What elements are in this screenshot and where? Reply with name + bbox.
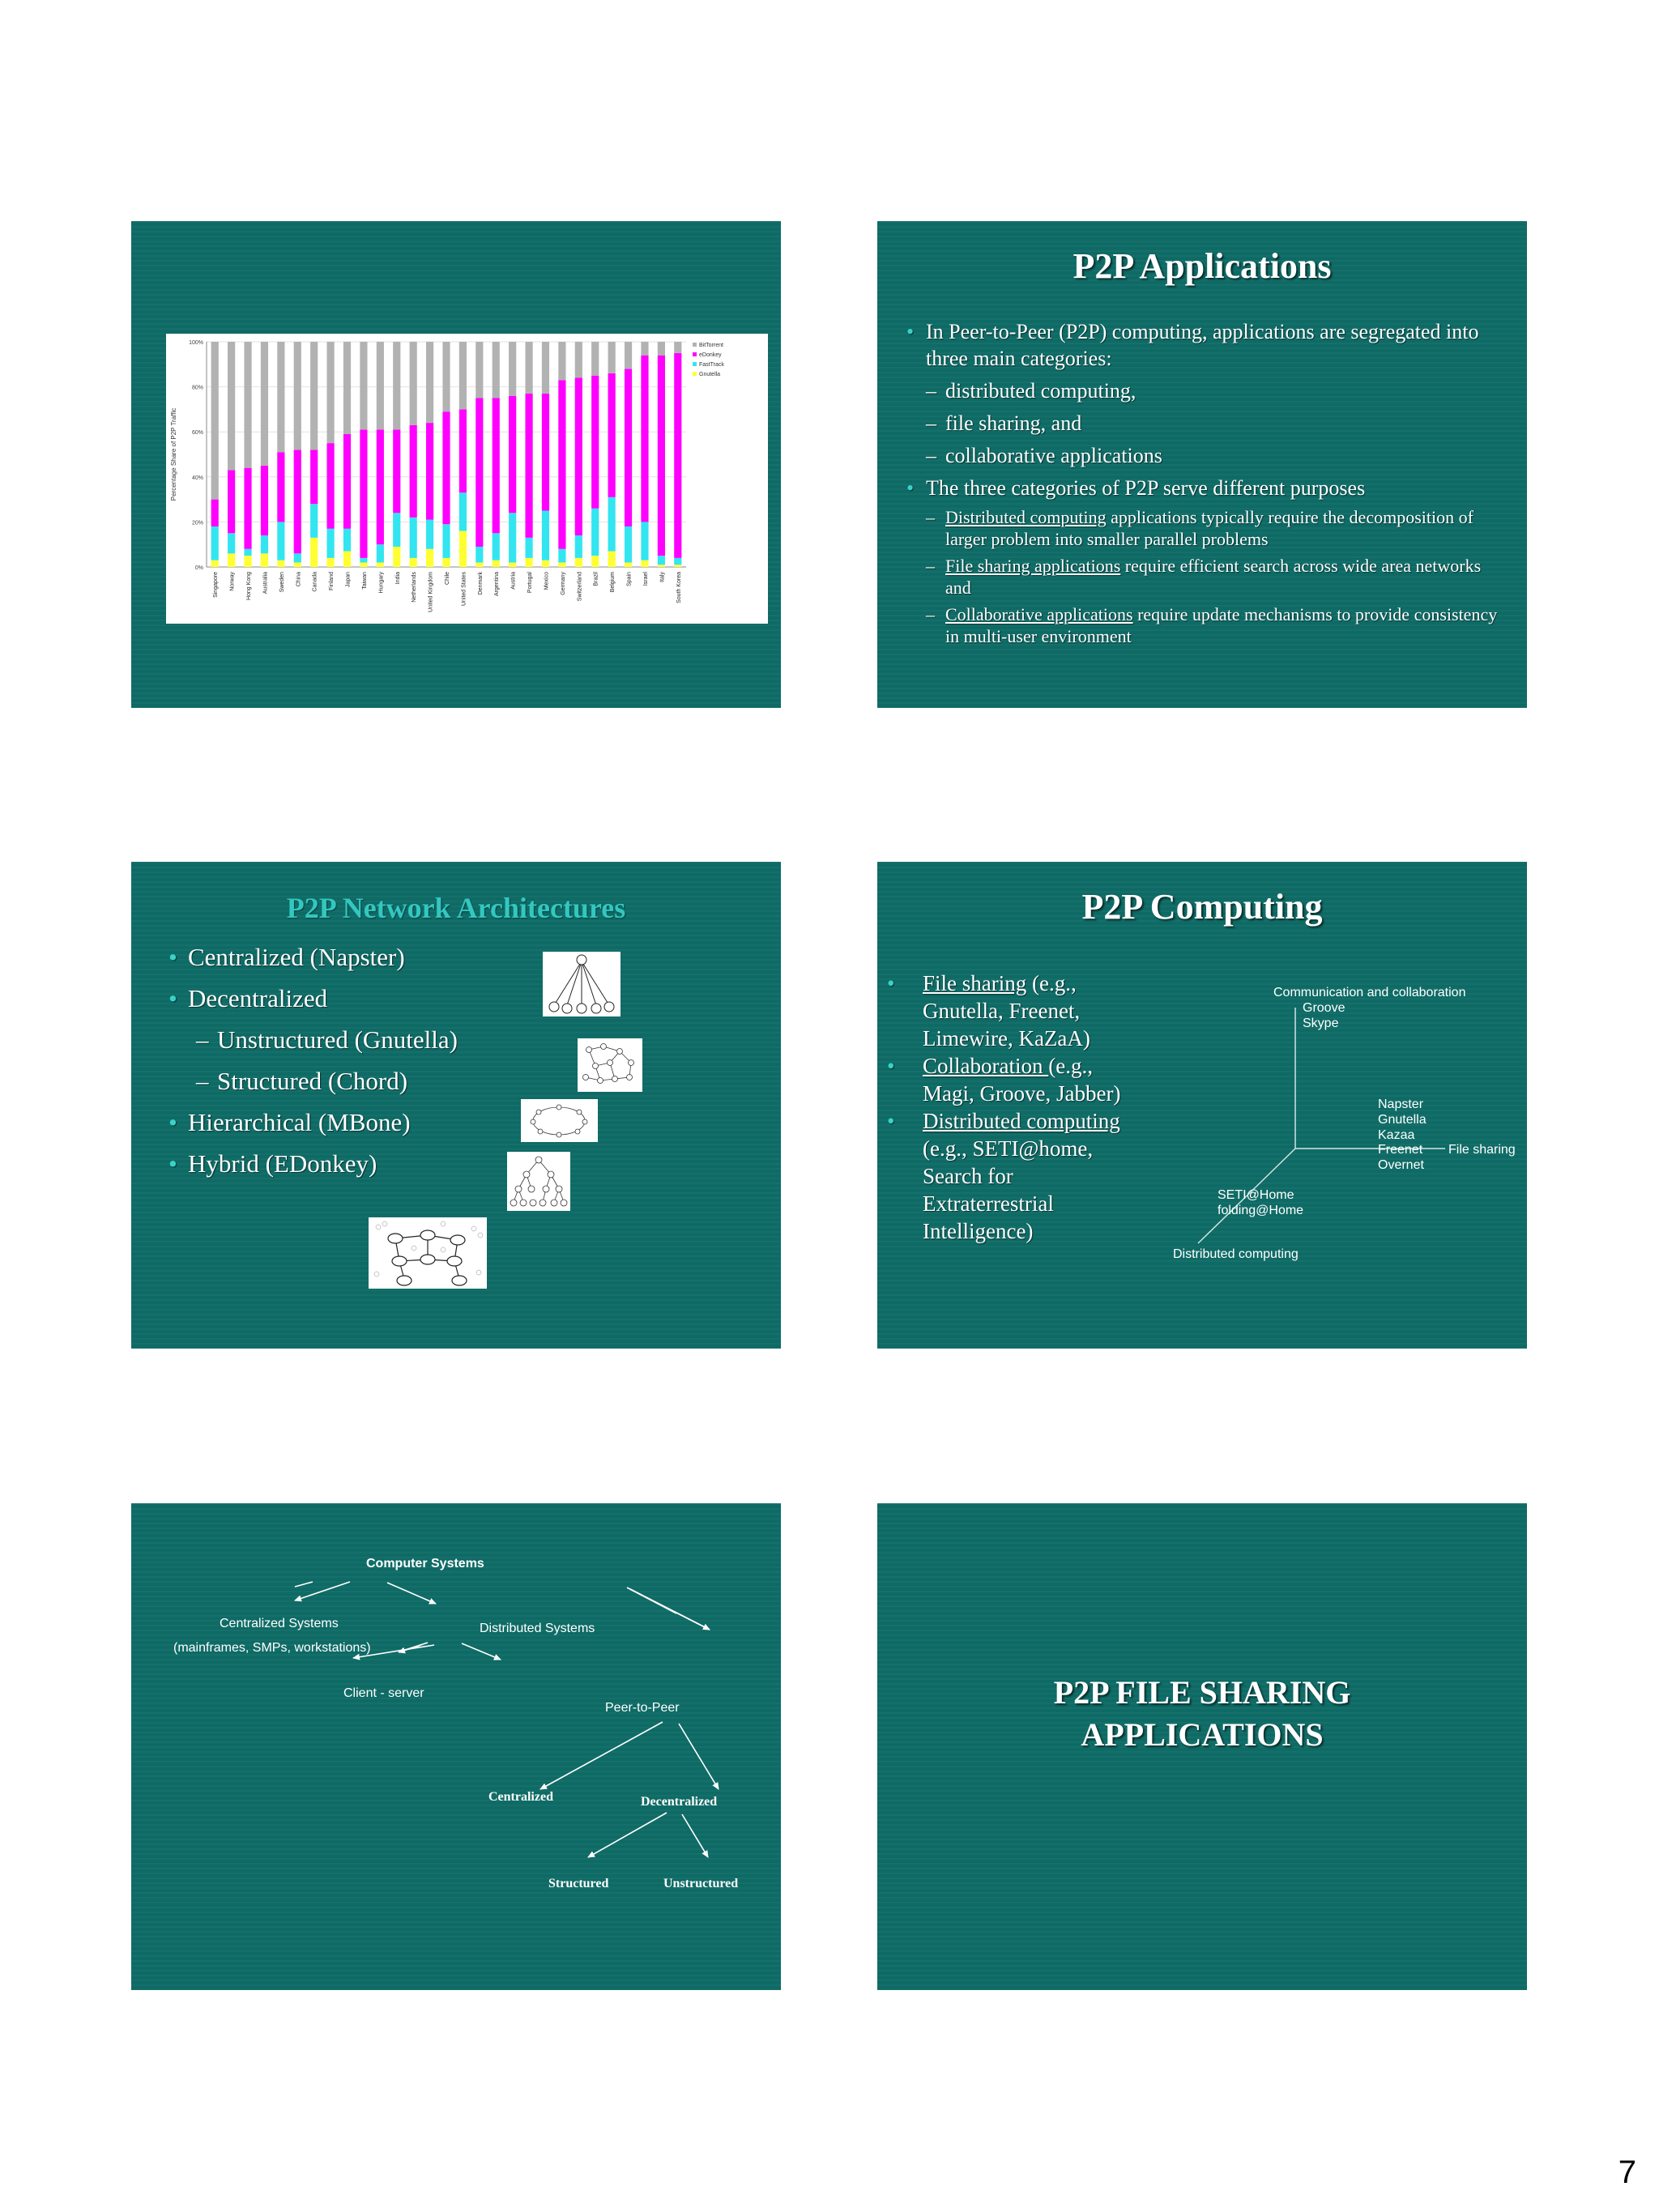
bar-segment xyxy=(575,558,582,567)
y-tick-label: 40% xyxy=(191,475,203,481)
page-number: 7 xyxy=(1618,2154,1636,2190)
bar-segment xyxy=(591,376,599,509)
x-tick-label: South Korea xyxy=(676,572,682,603)
axis-label-collaboration: Communication and collaboration xyxy=(1273,986,1466,999)
y-tick-label: 80% xyxy=(191,385,203,391)
bar-segment xyxy=(625,342,632,369)
bar-segment xyxy=(591,556,599,567)
bar-segment xyxy=(442,411,450,524)
bar-segment xyxy=(608,342,616,373)
bar-segment xyxy=(542,342,549,394)
slide-title: P2P Network Architectures xyxy=(286,892,626,924)
bar-segment xyxy=(211,342,219,500)
bar-segment xyxy=(393,547,400,567)
bar-segment xyxy=(575,535,582,558)
bar-segment xyxy=(558,549,565,563)
bullet-hybrid: • Hybrid (EDonkey) xyxy=(165,1148,505,1180)
collaboration-link[interactable]: Collaboration xyxy=(923,1054,1049,1078)
bar-segment xyxy=(310,538,318,567)
bar-segment xyxy=(244,342,251,468)
sub-bullet-unstructured xyxy=(165,1024,505,1056)
x-tick-label: Sweden xyxy=(279,572,285,593)
slide-3 xyxy=(131,862,781,1349)
bar-segment xyxy=(393,513,400,547)
bar-segment xyxy=(509,396,516,514)
bullet-text: (e.g., xyxy=(1026,971,1077,995)
p2p-axes-diagram xyxy=(877,862,1527,1349)
label-freenet: Freenet xyxy=(1378,1143,1423,1157)
bar-segment xyxy=(476,399,483,547)
arrow xyxy=(387,1583,436,1604)
legend-label: Gnutella xyxy=(699,372,721,377)
bar-segment xyxy=(674,565,681,567)
bar-segment xyxy=(211,526,219,560)
bullet-decentralized: • Decentralized xyxy=(165,982,505,1015)
sub-bullet xyxy=(903,603,1503,647)
x-tick-label: India xyxy=(394,572,401,585)
bar-segment xyxy=(542,394,549,511)
bar-segment xyxy=(310,342,318,450)
y-tick-label: 100% xyxy=(189,340,203,346)
hybrid-network-diagram xyxy=(369,1217,487,1289)
unstructured-network-diagram xyxy=(578,1038,642,1092)
legend-label: BitTorrent xyxy=(699,343,723,348)
bar-segment xyxy=(525,394,532,538)
bar-segment xyxy=(442,558,450,567)
x-tick-label: Hong Kong xyxy=(246,572,253,601)
bar-segment xyxy=(343,342,351,434)
file-sharing-link[interactable]: File sharing xyxy=(923,971,1027,995)
slide-title: P2P Applications xyxy=(1073,246,1332,286)
slide-6 xyxy=(877,1503,1527,1990)
node-structured: Structured xyxy=(548,1877,609,1890)
label-skype: Skype xyxy=(1303,1016,1339,1030)
bar-segment xyxy=(476,342,483,399)
bar-segment xyxy=(493,342,500,399)
bar-segment xyxy=(674,342,681,353)
bullet-text: Intelligence) xyxy=(923,1219,1034,1243)
bar-segment xyxy=(228,553,235,567)
arrow xyxy=(630,1589,710,1630)
node-unstructured: Unstructured xyxy=(663,1877,739,1890)
bar-segment xyxy=(426,549,433,567)
sub-bullet-text: Unstructured (Gnutella) xyxy=(217,1025,458,1054)
bar-segment xyxy=(641,560,648,567)
x-tick-label: United States xyxy=(461,572,467,607)
node-centralized-systems-examples: (mainframes, SMPs, workstations) xyxy=(173,1641,371,1655)
node-p2p-decentralized: Decentralized xyxy=(641,1795,718,1809)
bullet-text: (e.g., SETI@home, xyxy=(923,1136,1094,1161)
x-tick-label: Brazil xyxy=(593,572,599,586)
dash-marker: – xyxy=(926,444,936,467)
slide-1 xyxy=(131,221,781,708)
bar-segment xyxy=(294,562,301,567)
bar-segment xyxy=(327,342,335,443)
sub-bullet-text: Structured (Chord) xyxy=(217,1067,408,1095)
x-tick-label: Italy xyxy=(659,572,666,582)
bar-segment xyxy=(327,443,335,529)
bar-segment xyxy=(641,522,648,560)
centralized-network-diagram xyxy=(543,952,621,1016)
x-tick-label: Canada xyxy=(312,572,318,592)
bar-segment xyxy=(426,520,433,549)
x-tick-label: Netherlands xyxy=(412,572,418,603)
label-kazaa: Kazaa xyxy=(1378,1128,1415,1142)
bar-segment xyxy=(343,552,351,567)
bar-segment xyxy=(327,558,335,567)
x-tick-label: Argentina xyxy=(494,572,501,596)
bar-segment xyxy=(625,526,632,562)
bar-segment xyxy=(658,342,665,356)
bar-segment xyxy=(641,342,648,356)
bullet-text: (e.g., xyxy=(1048,1054,1093,1078)
x-tick-label: Belgium xyxy=(610,572,616,593)
hierarchical-tree-diagram xyxy=(507,1152,570,1211)
bar-segment xyxy=(459,531,467,567)
bar-segment xyxy=(294,553,301,562)
bar-segment xyxy=(558,380,565,549)
bar-segment xyxy=(608,497,616,552)
bullet-purposes: • The three categories of P2P serve different purposes xyxy=(903,475,1503,501)
bullet-list xyxy=(903,318,1503,647)
arrow xyxy=(295,1582,313,1587)
bar-segment xyxy=(674,353,681,558)
bar-segment xyxy=(575,342,582,377)
bar-segment xyxy=(442,342,450,411)
p2p-traffic-chart xyxy=(166,334,768,624)
x-tick-label: Mexico xyxy=(544,572,550,590)
slide-4 xyxy=(877,862,1527,1349)
dash-marker: – xyxy=(926,604,935,624)
label-overnet: Overnet xyxy=(1378,1158,1424,1172)
bar-segment xyxy=(261,553,268,567)
slide-2 xyxy=(877,221,1527,708)
sub-bullet xyxy=(903,410,1503,437)
x-tick-label: Switzerland xyxy=(577,572,583,602)
bar-segment xyxy=(211,500,219,526)
x-tick-label: Germany xyxy=(560,572,566,595)
bar-segment xyxy=(509,342,516,396)
legend-swatch xyxy=(693,343,697,347)
bullet-hierarchical: • Hierarchical (MBone) xyxy=(165,1106,505,1139)
bullet-list xyxy=(165,941,505,1180)
slide-title: P2P Computing xyxy=(1081,887,1323,927)
bar-segment xyxy=(410,558,417,567)
bar-segment xyxy=(525,342,532,394)
bar-segment xyxy=(459,342,467,409)
bar-segment xyxy=(625,562,632,567)
bar-segment xyxy=(493,533,500,560)
bar-segment xyxy=(459,409,467,492)
bar-segment xyxy=(261,535,268,553)
arrow xyxy=(679,1724,719,1789)
bar-segment xyxy=(261,466,268,535)
arrow xyxy=(462,1643,501,1660)
bar-segment xyxy=(360,342,367,429)
distributed-computing-link[interactable]: Distributed computing xyxy=(923,1109,1120,1133)
x-tick-label: Chile xyxy=(445,572,450,585)
sub-bullet-text: file sharing, and xyxy=(945,411,1082,435)
legend-swatch xyxy=(693,372,697,376)
taxonomy-arrows xyxy=(131,1503,781,1990)
label-napster: Napster xyxy=(1378,1097,1424,1111)
bar-segment xyxy=(377,562,384,567)
bullet-centralized: • Centralized (Napster) xyxy=(165,941,505,974)
sub-bullet xyxy=(903,442,1503,469)
bar-segment xyxy=(625,369,632,526)
x-tick-label: Singapore xyxy=(213,572,220,598)
x-tick-label: Finland xyxy=(329,572,335,590)
bullet-categories: • In Peer-to-Peer (P2P) computing, applications are segregated into three main categories: xyxy=(903,318,1503,372)
x-tick-label: Spain xyxy=(626,572,633,586)
bullet-text: Gnutella, Freenet, xyxy=(923,999,1081,1023)
bar-segment xyxy=(459,492,467,531)
chart-canvas xyxy=(166,334,768,624)
legend-swatch xyxy=(693,352,697,356)
bar-segment xyxy=(509,562,516,567)
bar-segment xyxy=(277,522,284,560)
collaborative-applications-link[interactable]: Collaborative applications xyxy=(945,604,1133,624)
slide-5 xyxy=(131,1503,781,1990)
bar-segment xyxy=(542,511,549,560)
bar-segment xyxy=(410,425,417,518)
bar-segment xyxy=(674,558,681,565)
x-tick-label: Israel xyxy=(642,572,649,586)
section-title-line: P2P FILE SHARING xyxy=(1053,1674,1351,1711)
bar-segment xyxy=(641,356,648,522)
legend-swatch xyxy=(693,362,697,366)
bar-segment xyxy=(608,373,616,497)
bar-segment xyxy=(360,562,367,567)
sub-bullet-text: distributed computing, xyxy=(945,379,1137,403)
bar-segment xyxy=(658,356,665,556)
axis-label-distributed: Distributed computing xyxy=(1173,1247,1299,1261)
x-tick-label: Denmark xyxy=(477,572,484,595)
x-tick-label: Norway xyxy=(229,572,236,591)
bar-segment xyxy=(558,342,565,380)
sub-bullet xyxy=(903,506,1503,550)
dash-marker: – xyxy=(926,507,935,527)
sub-bullet-text: applications typically require the decomposition of larger problem into smaller parallel problems xyxy=(945,507,1473,549)
sub-bullet xyxy=(903,377,1503,404)
file-sharing-link[interactable]: File sharing applications xyxy=(945,556,1121,576)
bar-segment xyxy=(658,565,665,567)
bar-segment xyxy=(509,513,516,562)
bar-segment xyxy=(277,342,284,452)
bar-segment xyxy=(542,560,549,567)
legend-label: eDonkey xyxy=(699,352,722,358)
bar-segment xyxy=(442,524,450,558)
x-tick-label: United Kingdom xyxy=(428,572,434,612)
bar-segment xyxy=(343,529,351,552)
bar-segment xyxy=(426,423,433,520)
bar-segment xyxy=(476,562,483,567)
y-tick-label: 0% xyxy=(194,565,203,571)
x-tick-label: Japan xyxy=(345,572,352,588)
sub-bullet xyxy=(903,555,1503,599)
arrow xyxy=(540,1722,663,1789)
bar-segment xyxy=(360,558,367,563)
bar-segment xyxy=(377,544,384,562)
bar-segment xyxy=(310,450,318,504)
dash-marker: – xyxy=(196,1025,209,1054)
section-title-line: APPLICATIONS xyxy=(1081,1716,1324,1753)
bar-segment xyxy=(228,470,235,533)
bar-segment xyxy=(377,429,384,544)
bar-segment xyxy=(244,549,251,556)
bar-segment xyxy=(525,538,532,558)
arrow xyxy=(588,1813,667,1857)
sub-bullet-text: require efficient search across wide area networks and xyxy=(945,556,1482,598)
bar-segment xyxy=(244,556,251,567)
bar-segment xyxy=(608,552,616,567)
label-groove: Groove xyxy=(1303,1001,1346,1015)
bar-segment xyxy=(575,377,582,535)
bar-segment xyxy=(360,429,367,557)
sub-bullet-text: collaborative applications xyxy=(945,444,1162,467)
label-folding: folding@Home xyxy=(1218,1204,1304,1217)
y-axis-label: Percentage Share of P2P Traffic xyxy=(170,407,177,501)
dash-marker: – xyxy=(196,1067,209,1095)
dash-marker: – xyxy=(926,379,936,403)
x-tick-label: Portugal xyxy=(527,572,534,594)
bar-segment xyxy=(327,529,335,558)
bar-segment xyxy=(343,434,351,529)
axis-label-file-sharing: File sharing xyxy=(1448,1143,1516,1157)
bar-segment xyxy=(525,558,532,567)
x-tick-label: Australia xyxy=(262,572,269,595)
bar-segment xyxy=(244,468,251,549)
bar-segment xyxy=(393,429,400,513)
bar-segment xyxy=(410,342,417,425)
dash-marker: – xyxy=(926,411,936,435)
bar-segment xyxy=(493,399,500,534)
y-tick-label: 20% xyxy=(191,520,203,526)
x-tick-label: Austria xyxy=(510,572,517,590)
bar-segment xyxy=(393,342,400,429)
bar-segment xyxy=(410,518,417,558)
legend-label: FastTrack xyxy=(699,362,724,368)
x-tick-label: Hungary xyxy=(378,572,385,594)
bar-segment xyxy=(591,342,599,376)
node-distributed-systems: Distributed Systems xyxy=(480,1622,595,1635)
bar-segment xyxy=(228,342,235,470)
x-tick-label: China xyxy=(296,572,302,587)
structured-ring-diagram xyxy=(521,1099,598,1142)
bullet-text: Limewire, KaZaA) xyxy=(923,1026,1090,1051)
bullet-text: Search for xyxy=(923,1164,1013,1188)
bar-segment xyxy=(211,560,219,567)
label-seti: SETI@Home xyxy=(1218,1188,1294,1202)
bar-segment xyxy=(658,556,665,565)
section-title xyxy=(877,1672,1527,1756)
node-peer-to-peer: Peer-to-Peer xyxy=(605,1701,680,1715)
bar-segment xyxy=(228,533,235,553)
dash-marker: – xyxy=(926,556,935,576)
bar-segment xyxy=(277,452,284,522)
label-gnutella: Gnutella xyxy=(1378,1113,1427,1127)
distributed-computing-link[interactable]: Distributed computing xyxy=(945,507,1107,527)
sub-bullet-structured xyxy=(165,1065,505,1097)
bar-segment xyxy=(277,560,284,567)
node-computer-systems: Computer Systems xyxy=(366,1557,484,1571)
bar-segment xyxy=(294,342,301,450)
bar-segment xyxy=(261,342,268,466)
bar-segment xyxy=(426,342,433,423)
node-p2p-centralized: Centralized xyxy=(488,1790,553,1804)
bar-segment xyxy=(377,342,384,429)
bar-segment xyxy=(493,560,500,567)
y-tick-label: 60% xyxy=(191,430,203,437)
bar-segment xyxy=(476,547,483,562)
bar-segment xyxy=(558,562,565,567)
node-centralized-systems: Centralized Systems xyxy=(220,1617,339,1630)
sub-bullet-text: require update mechanisms to provide consistency in multi-user environment xyxy=(945,604,1498,646)
node-client-server: Client - server xyxy=(343,1686,424,1700)
arrow xyxy=(682,1814,708,1857)
bullet-text: Extraterrestrial xyxy=(923,1191,1054,1216)
x-tick-label: Taiwan xyxy=(361,572,368,590)
bar-segment xyxy=(294,450,301,553)
bullet-text: Magi, Groove, Jabber) xyxy=(923,1081,1121,1106)
bar-segment xyxy=(591,509,599,556)
bar-segment xyxy=(310,504,318,538)
